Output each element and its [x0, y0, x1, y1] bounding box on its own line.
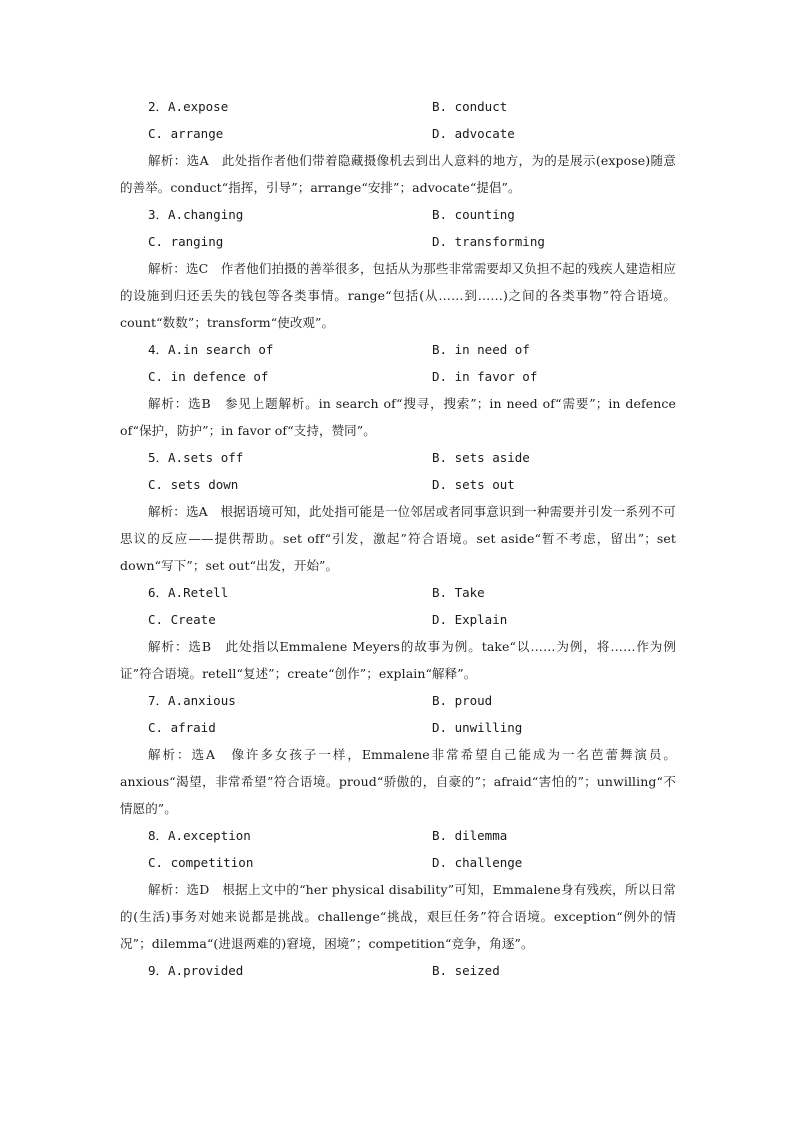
option-d: D. Explain	[432, 612, 508, 627]
option-a: A.Retell	[168, 585, 229, 600]
analysis-paragraph: 解析：选A 根据语境可知，此处指可能是一位邻居或者同事意识到一种需要并引发一系列不可思议的反应——提供帮助。set off“引发，激起”符合语境。set aside“暂不考虑，留出”；set down“写下”；set out“出发，开始”。	[120, 504, 676, 573]
options-row	[120, 606, 676, 633]
options-row	[120, 957, 676, 984]
options-row	[120, 822, 676, 849]
option-c: C. in defence of	[148, 369, 269, 384]
question-number: 2．	[148, 99, 169, 114]
option-b: B. seized	[432, 963, 500, 978]
question-7	[120, 687, 676, 822]
analysis-paragraph: 解析：选B 此处指以Emmalene Meyers的故事为例。take“以……为例，将……作为例证”符合语境。retell“复述”；create“创作”；explain“解释”。	[120, 639, 676, 681]
question-number: 9．	[148, 963, 169, 978]
option-b: B. counting	[432, 207, 515, 222]
options-row	[120, 579, 676, 606]
question-6	[120, 579, 676, 687]
question-number-and-option-a	[148, 93, 228, 120]
option-b: B. proud	[432, 693, 493, 708]
question-number-and-option-a	[148, 687, 236, 714]
option-d: D. advocate	[432, 126, 515, 141]
option-a: A.expose	[168, 99, 229, 114]
analysis-paragraph: 解析：选A 像许多女孩子一样，Emmalene非常希望自己能成为一名芭蕾舞演员。anxious“渴望，非常希望”符合语境。proud“骄傲的，自豪的”；afraid“害怕的”；unwilling“不情愿的”。	[120, 747, 676, 816]
option-a: A.in search of	[168, 342, 274, 357]
options-row	[120, 363, 676, 390]
option-b: B. in need of	[432, 342, 530, 357]
analysis-paragraph: 解析：选B 参见上题解析。in search of“搜寻，搜索”；in need of“需要”；in defence of“保护，防护”；in favor of“支持，赞同”。	[120, 396, 676, 438]
option-a: A.provided	[168, 963, 244, 978]
option-c: C. sets down	[148, 477, 239, 492]
question-4	[120, 336, 676, 444]
options-row	[120, 849, 676, 876]
option-a: A.changing	[168, 207, 244, 222]
options-row	[120, 228, 676, 255]
document-content	[120, 93, 676, 984]
option-b: B. conduct	[432, 99, 508, 114]
question-number: 6．	[148, 585, 169, 600]
question-number: 7．	[148, 693, 169, 708]
options-row	[120, 471, 676, 498]
option-b: B. dilemma	[432, 828, 508, 843]
options-row	[120, 444, 676, 471]
question-9	[120, 957, 676, 984]
analysis-paragraph: 解析：选C 作者他们拍摄的善举很多，包括从为那些非常需要却又负担不起的残疾人建造相应的设施到归还丢失的钱包等各类事情。range“包括(从……到……)之间的各类事物”符合语境。count“数数”；transform“使改观”。	[120, 261, 676, 330]
question-number-and-option-a	[148, 201, 243, 228]
analysis-paragraph: 解析：选A 此处指作者他们带着隐藏摄像机去到出人意料的地方，为的是展示(expose)随意的善举。conduct“指挥，引导”；arrange“安排”；advocate“提倡”。	[120, 153, 676, 195]
question-2	[120, 93, 676, 201]
question-number-and-option-a	[148, 579, 228, 606]
question-number-and-option-a	[148, 444, 243, 471]
option-b: B. sets aside	[432, 450, 530, 465]
option-d: D. transforming	[432, 234, 545, 249]
options-row	[120, 120, 676, 147]
option-d: D. challenge	[432, 855, 523, 870]
option-d: D. sets out	[432, 477, 515, 492]
question-3	[120, 201, 676, 336]
options-row	[120, 714, 676, 741]
question-number-and-option-a	[148, 822, 251, 849]
question-number-and-option-a	[148, 336, 273, 363]
question-number-and-option-a	[148, 957, 243, 984]
options-row	[120, 93, 676, 120]
option-b: B. Take	[432, 585, 485, 600]
option-c: C. ranging	[148, 234, 224, 249]
options-row	[120, 201, 676, 228]
question-number: 3．	[148, 207, 169, 222]
option-c: C. afraid	[148, 720, 216, 735]
question-5	[120, 444, 676, 579]
option-c: C. arrange	[148, 126, 224, 141]
options-row	[120, 687, 676, 714]
question-number: 5．	[148, 450, 169, 465]
options-row	[120, 336, 676, 363]
question-8	[120, 822, 676, 957]
option-a: A.sets off	[168, 450, 244, 465]
option-a: A.exception	[168, 828, 251, 843]
option-d: D. in favor of	[432, 369, 538, 384]
analysis-paragraph: 解析：选D 根据上文中的“her physical disability”可知，Emmalene身有残疾，所以日常的(生活)事务对她来说都是挑战。challenge“挑战，艰巨任务”符合语境。exception“例外的情况”；dilemma“(进退两难的)窘境，困境”；competition“竞争，角逐”。	[120, 882, 676, 951]
option-c: C. competition	[148, 855, 254, 870]
option-d: D. unwilling	[432, 720, 523, 735]
question-number: 4．	[148, 342, 169, 357]
option-a: A.anxious	[168, 693, 236, 708]
option-c: C. Create	[148, 612, 216, 627]
question-number: 8．	[148, 828, 169, 843]
